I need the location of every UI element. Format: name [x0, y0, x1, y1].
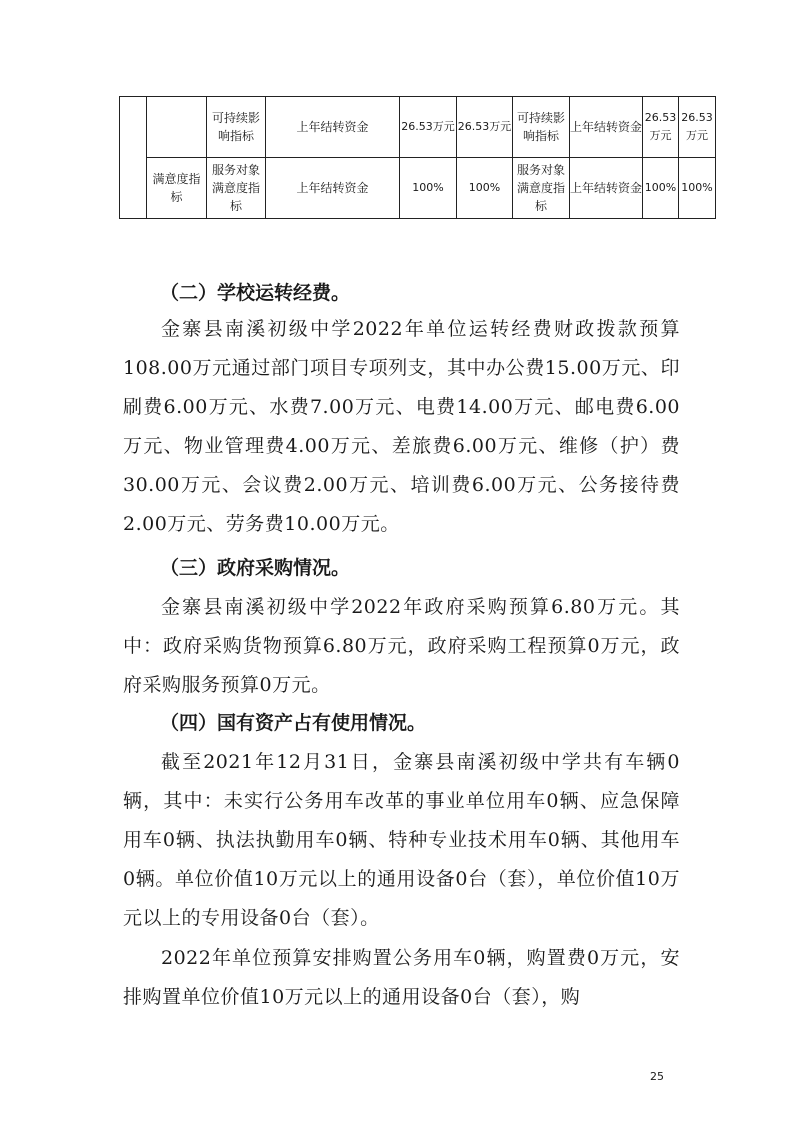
section-heading-assets: （四）国有资产占有使用情况。 — [160, 712, 427, 734]
section-body-assets: 截至2021年12月31日，金寨县南溪初级中学共有车辆0辆，其中：未实行公务用车改革的事业单位用车0辆、应急保障用车0辆、执法执勤用车0辆、特种专业技术用车0辆、其他用车0辆。单位价值10万元以上的通用设备0台（套），单位价值10万元以上的专用设备0台（套）。 — [123, 751, 680, 929]
performance-table — [119, 96, 716, 219]
table-cell: 26.53万元 — [400, 97, 457, 158]
table-cell: 上年结转资金 — [570, 158, 643, 219]
table-cell: 可持续影响指标 — [207, 97, 266, 158]
page-number: 25 — [650, 1070, 664, 1083]
table-cell: 满意度指标 — [147, 158, 207, 219]
table-cell: 上年结转资金 — [266, 97, 400, 158]
table-cell: 26.53万元 — [457, 97, 513, 158]
table-cell: 26.53万元 — [643, 97, 679, 158]
section-body-purchase: 2022年单位预算安排购置公务用车0辆，购置费0万元，安排购置单位价值10万元以上的通用设备0台（套），购 — [123, 947, 680, 1008]
table-cell — [120, 97, 147, 219]
section-heading-school-operating: （二）学校运转经费。 — [160, 282, 351, 304]
table-cell: 100% — [679, 158, 716, 219]
table-row — [120, 158, 716, 219]
table-cell: 100% — [457, 158, 513, 219]
table-cell: 上年结转资金 — [266, 158, 400, 219]
table-cell: 100% — [400, 158, 457, 219]
table-cell: 服务对象满意度指标 — [513, 158, 570, 219]
table-cell: 服务对象满意度指标 — [207, 158, 266, 219]
section-heading-procurement: （三）政府采购情况。 — [160, 557, 351, 579]
section-body-school-operating: 金寨县南溪初级中学2022年单位运转经费财政拨款预算108.00万元通过部门项目专项列支，其中办公费15.00万元、印刷费6.00万元、水费7.00万元、电费14.00万元、邮电费6.00万元、物业管理费4.00万元、差旅费6.00万元、维修（护）费30.00万元、会议费2.00万元、培训费6.00万元、公务接待费2.00万元、劳务费10.00万元。 — [123, 318, 680, 535]
table-cell: 可持续影响指标 — [513, 97, 570, 158]
table-cell: 上年结转资金 — [570, 97, 643, 158]
table-cell: 26.53万元 — [679, 97, 716, 158]
section-body-procurement: 金寨县南溪初级中学2022年政府采购预算6.80万元。其中：政府采购货物预算6.80万元，政府采购工程预算0万元，政府采购服务预算0万元。 — [123, 596, 680, 696]
table-cell — [147, 97, 207, 158]
table-row — [120, 97, 716, 158]
table-cell: 100% — [643, 158, 679, 219]
